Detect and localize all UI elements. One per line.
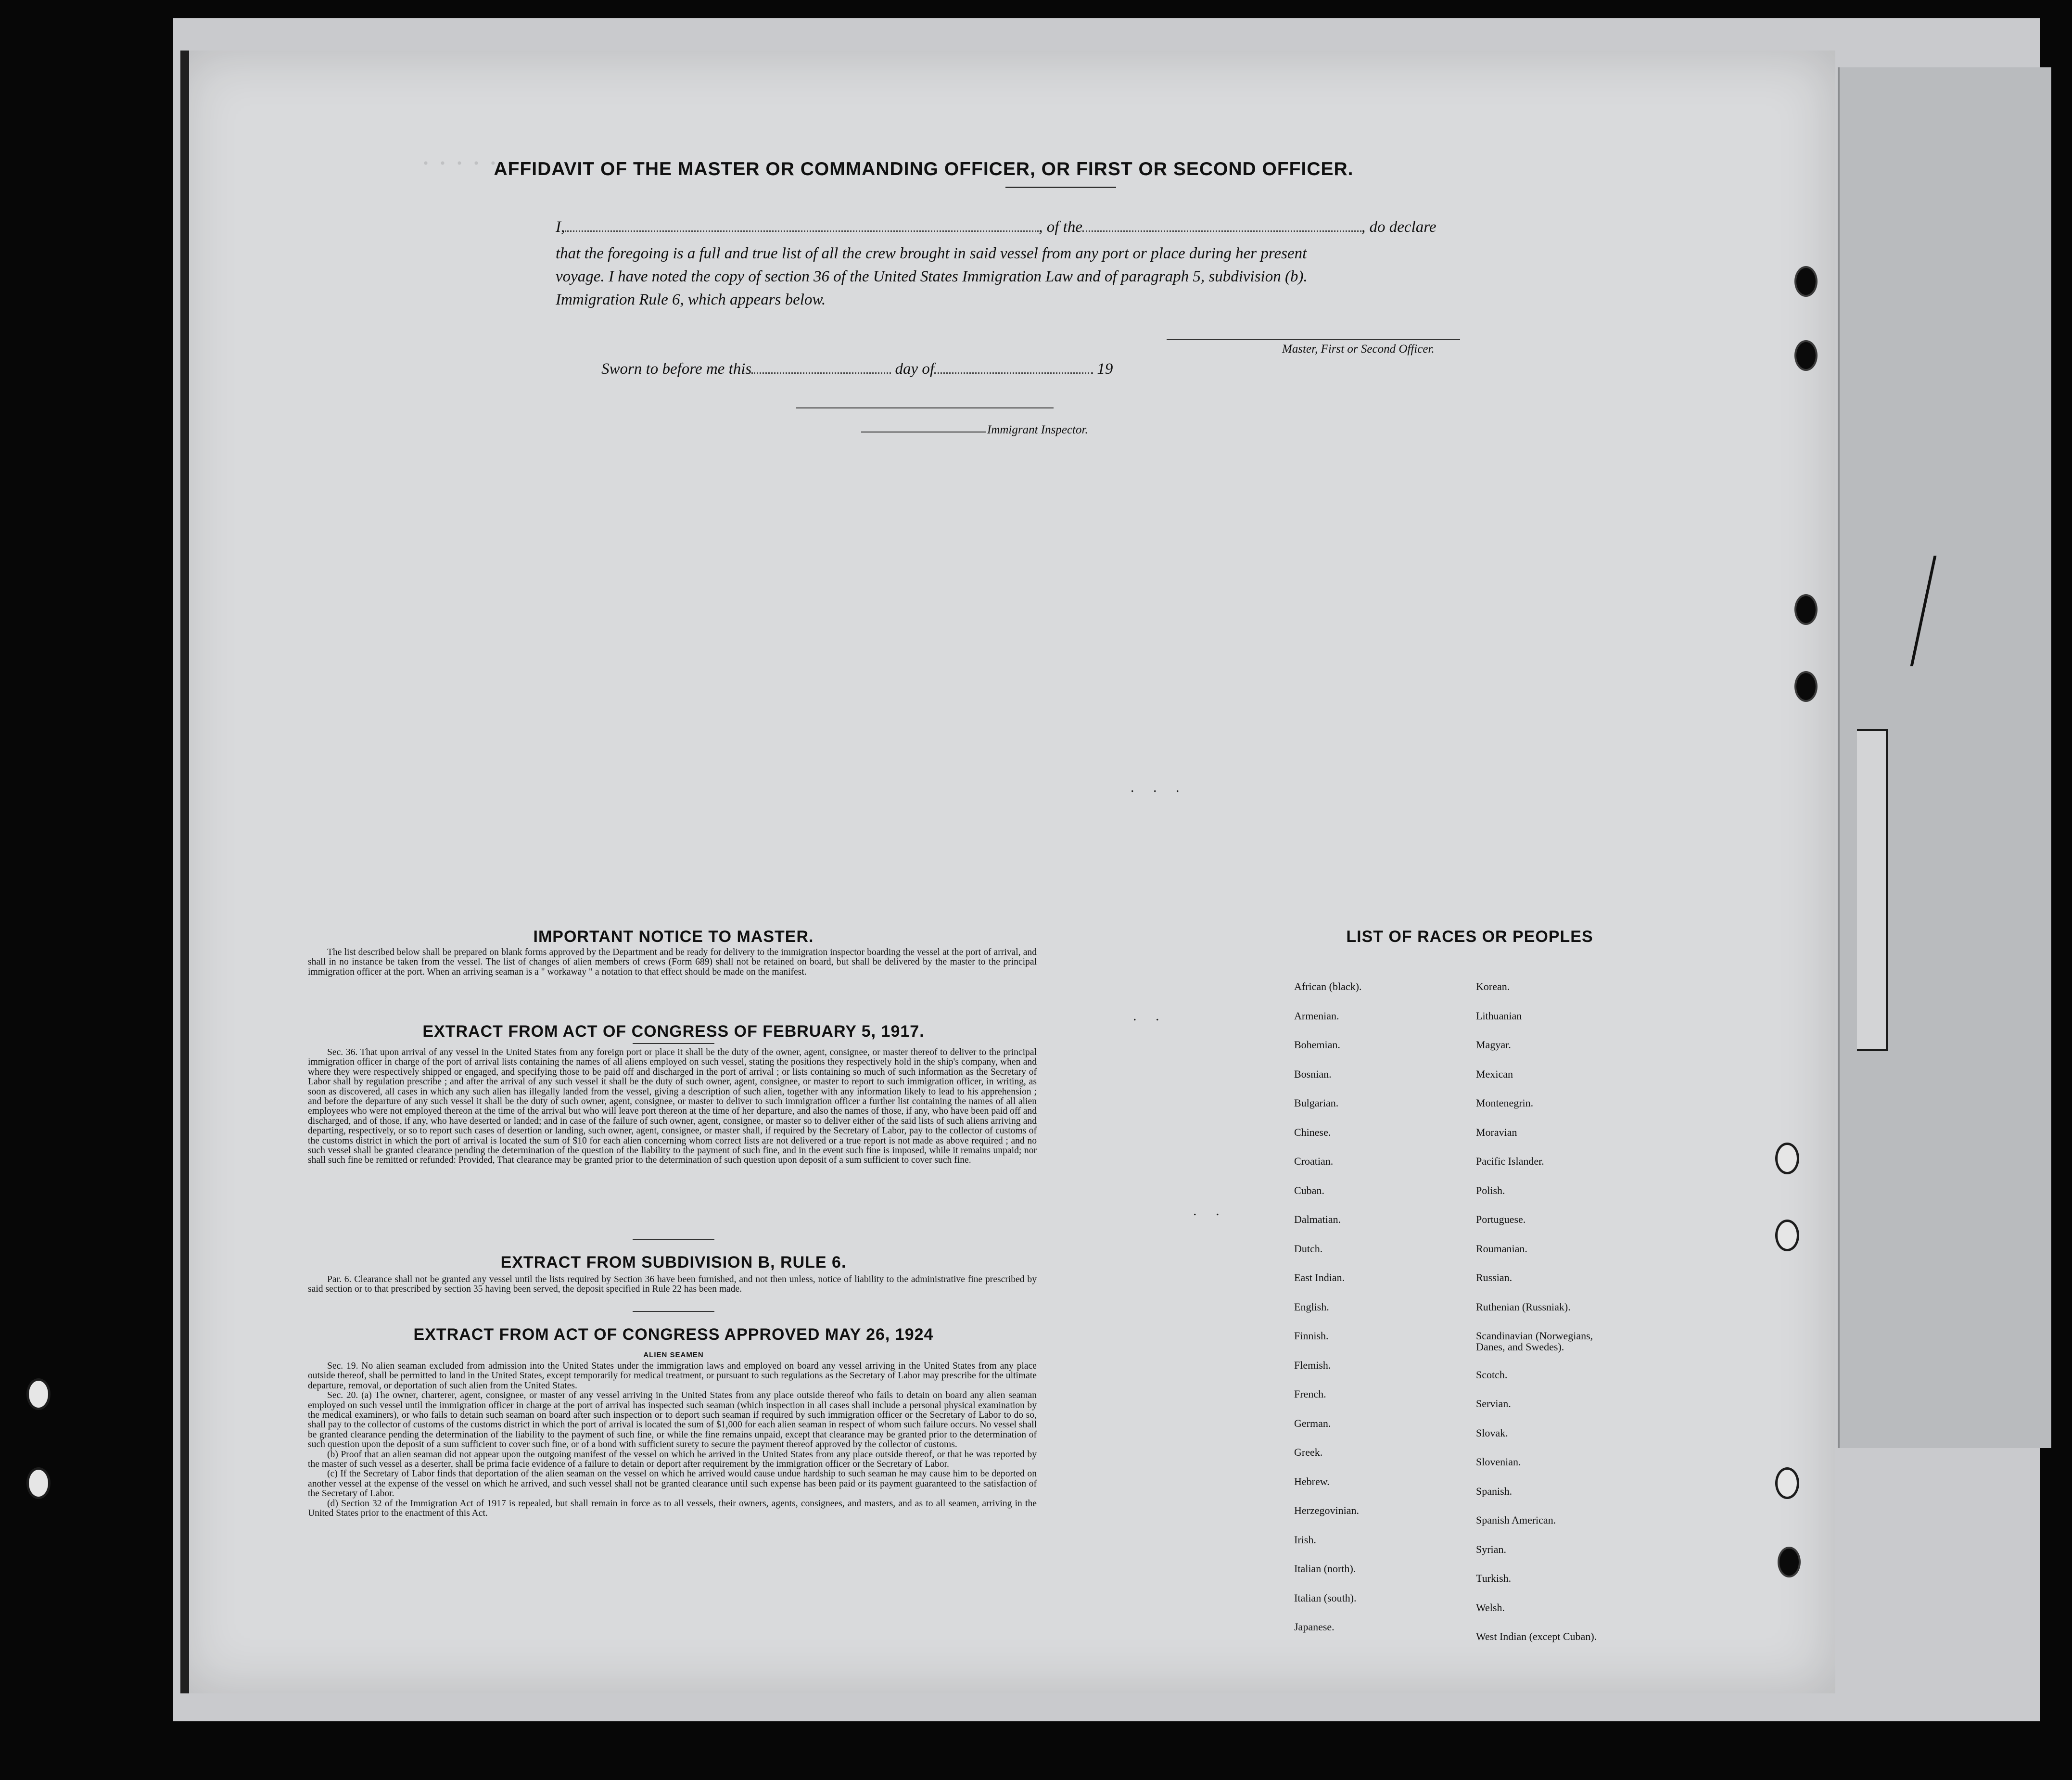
race-item: Mexican xyxy=(1476,1068,1513,1080)
race-item: West Indian (except Cuban). xyxy=(1476,1630,1597,1642)
stray-dots: . . . xyxy=(1131,779,1187,795)
binding-hole xyxy=(1794,594,1818,625)
race-item: Magyar. xyxy=(1476,1039,1511,1051)
affidavit-line-4: Immigration Rule 6, which appears below. xyxy=(556,291,826,308)
divider xyxy=(633,1239,714,1240)
binding-hole xyxy=(1794,266,1818,297)
extract-rule6-body xyxy=(308,1275,1037,1295)
race-item: African (black). xyxy=(1294,980,1362,992)
race-item: Greek. xyxy=(1294,1446,1323,1458)
race-item: Bohemian. xyxy=(1294,1039,1340,1051)
race-item: Armenian. xyxy=(1294,1009,1339,1022)
binding-hole xyxy=(1794,340,1818,371)
race-item: Roumanian. xyxy=(1476,1242,1527,1255)
race-item: English. xyxy=(1294,1300,1329,1313)
extract-rule6-title: EXTRACT FROM SUBDIVISION B, RULE 6. xyxy=(500,1253,847,1271)
race-item: Scandinavian (Norwegians, xyxy=(1476,1330,1593,1342)
race-item: Portuguese. xyxy=(1476,1213,1526,1225)
sec-19-text: Sec. 19. No alien seaman excluded from admission into the United States under the immigration laws and employed on board any vessel arriving in the United States from any place outside thereof, shall be permitted to land in the United States, except temporarily for medical treatment, or pursuant to such regulations as the Secretary of Labor may prescribe for the ultimate departure, removal, or deportation of such alien from the United States. xyxy=(308,1361,1037,1391)
title-underline xyxy=(1005,187,1116,188)
stray-dots: . . xyxy=(1133,1008,1167,1024)
race-item: Irish. xyxy=(1294,1533,1316,1546)
master-caption: Master, First or Second Officer. xyxy=(1282,343,1435,356)
race-item: Chinese. xyxy=(1294,1126,1331,1138)
race-item: Korean. xyxy=(1476,980,1510,992)
race-item: Russian. xyxy=(1476,1271,1513,1284)
binding-hole xyxy=(1775,1220,1799,1251)
inspector-caption: Immigrant Inspector. xyxy=(987,423,1088,436)
pronoun-text: I, xyxy=(556,218,565,236)
affidavit-line-3: voyage. I have noted the copy of section 36 of the United States Immigration Law and of paragraph 5, subdivision (b). xyxy=(556,268,1308,285)
race-item: Italian (south). xyxy=(1294,1591,1357,1604)
race-item: Servian. xyxy=(1476,1398,1511,1410)
stray-dots: . . xyxy=(1193,1203,1227,1219)
declare-text: , do declare xyxy=(1361,218,1436,236)
race-item: Welsh. xyxy=(1476,1601,1505,1614)
race-item: Bosnian. xyxy=(1294,1068,1332,1080)
race-item: French. xyxy=(1294,1388,1326,1400)
binding-hole xyxy=(26,1467,51,1499)
extract-1917-underline xyxy=(633,1043,714,1044)
race-item: Spanish. xyxy=(1476,1485,1513,1497)
day-blank xyxy=(751,360,891,374)
binding-hole xyxy=(1794,671,1818,702)
sworn-prefix: Sworn to before me this xyxy=(601,360,752,378)
par-6-text: Par. 6. Clearance shall not be granted any vessel until the lists required by Section 36 have been furnished, and not then unless, notice of liability to the administrative fine prescribed by said section or to that prescribed by section 35 having been served, the deposit specified in Rule 22 has been made. xyxy=(308,1274,1037,1295)
race-item: Croatian. xyxy=(1294,1155,1334,1167)
race-item: Italian (north). xyxy=(1294,1563,1356,1575)
underlying-page-tab xyxy=(1857,729,1888,1051)
race-item: Lithuanian xyxy=(1476,1009,1522,1022)
affidavit-title: AFFIDAVIT OF THE MASTER OR COMMANDING OFFICER, OR FIRST OR SECOND OFFICER. xyxy=(494,159,1354,179)
day-of-text: day of xyxy=(895,360,935,378)
race-item: Ruthenian (Russniak). xyxy=(1476,1300,1571,1313)
race-item: East Indian. xyxy=(1294,1271,1345,1284)
alien-seamen-subtitle: ALIEN SEAMEN xyxy=(643,1351,704,1359)
extract-1917-title: EXTRACT FROM ACT OF CONGRESS OF FEBRUARY 5, 1917. xyxy=(422,1022,925,1041)
vessel-blank xyxy=(1082,218,1361,232)
notice-body xyxy=(308,948,1037,977)
sworn-line xyxy=(601,358,1113,380)
race-item: Herzegovinian. xyxy=(1294,1504,1359,1516)
race-item: Japanese. xyxy=(1294,1621,1335,1633)
year-prefix: 19 xyxy=(1097,360,1113,378)
notice-title: IMPORTANT NOTICE TO MASTER. xyxy=(533,928,814,946)
race-item: Flemish. xyxy=(1294,1359,1331,1371)
section-36-text: Sec. 36. That upon arrival of any vessel in the United States from any foreign port or place it shall be the duty of the owner, agent, consignee, or master thereof to deliver to the principal immigration officer in charge of the port of arrival lists containing the names of all aliens employed on such vessel, stating the positions they respectively hold in the ship's company, when and where they were respectively shipped or engaged, and specifying those to be paid off and discharged in the port of arrival ; or lists containing so much of such information as the Secretary of Labor shall by regulation prescribe ; and after the arrival of any such vessel it shall be the duty of such owner, agent, consignee, or master to report to such immigration officer, in writing, as soon as discovered, all cases in which any such alien has illegally landed from the vessel, giving a description of such alien, together with any information likely to lead to his apprehension ; and before the departure of any such vessel it shall be the duty of such owner, agent, consignee, or master to deliver to such immigration officer a further list containing the names of all alien employees who were not employed thereon at the time of the arrival but who will leave port thereon at the time of her departure, and also the names of those, if any, who have been paid off and discharged, and of those, if any, who have deserted or landed; and in case of the failure of such owner, agent, consignee, or master so to deliver either of the said lists of such aliens arriving and departing, respectively, or so to report such cases of desertion or landing, such owner, agent, consignee, or master shall, if required by the Secretary of Labor, pay to the collector of customs of the customs district in which the port of arrival is located the sum of $10 for each alien concerning whom correct lists are not delivered or a true report is not made as above required ; and no such vessel shall be granted clearance pending the determination of the question of the liability to the payment of such fine, and in the event such fine is imposed, while it remains unpaid; nor shall such fine be remitted or refunded: Provided, That clearance may be granted prior to the determination of such question upon deposit of a sum sufficient to cover such fine. xyxy=(308,1047,1037,1166)
extract-1924-title: EXTRACT FROM ACT OF CONGRESS APPROVED MAY 26, 1924 xyxy=(413,1325,934,1344)
extract-1924-body xyxy=(308,1361,1037,1519)
race-item-continuation: Danes, and Swedes). xyxy=(1476,1341,1564,1353)
sec-20a-text: Sec. 20. (a) The owner, charterer, agent, consignee, or master of any vessel arriving in the United States from any place outside thereof who fails to detain on board any alien seaman employed on such vessel until the immigration officer in charge at the port of arrival has inspected such seaman (which inspection in all cases shall include a personal physical examination by the medical examiners), or who fails to detain such seaman on board after such inspection or to deport such seaman if required by such immigration officer or the Secretary of Labor to do so, shall pay to the collector of customs of the customs district in which the port of arrival is located the sum of $1,000 for each alien seaman in respect of whom such failure occurs. No vessel shall be granted clearance pending the determination of the liability to the payment of such fine, or while the fine remains unpaid, except that clearance may be granted prior to the determination of such question upon the deposit of a sum sufficient to cover such fine, or of a bond with sufficient surety to secure the payment thereof approved by the collector of customs. xyxy=(308,1390,1037,1450)
sec-20d-text: (d) Section 32 of the Immigration Act of 1917 is repealed, but shall remain in force as to all vessels, their owners, agents, consignees, and masters, and as to all seamen, arriving in the United States prior to the enactment of this Act. xyxy=(308,1498,1037,1519)
race-item: Spanish American. xyxy=(1476,1514,1556,1526)
binding-hole xyxy=(1775,1467,1799,1499)
affidavit-declaration-line xyxy=(556,216,1436,238)
inspector-upper-line xyxy=(796,407,1054,408)
race-item: Slovak. xyxy=(1476,1426,1508,1439)
binding-hole xyxy=(26,1378,51,1410)
race-item: Polish. xyxy=(1476,1184,1505,1196)
sec-20b-text: (b) Proof that an alien seaman did not appear upon the outgoing manifest of the vessel on which he arrived in the United States from any place outside thereof, or that he was reported by the master of such vessel as a deserter, shall be prima facie evidence of a failure to detain or deport after requirement by the immigration officer or the Secretary of Labor. xyxy=(308,1449,1037,1470)
divider xyxy=(633,1311,714,1312)
race-item: Pacific Islander. xyxy=(1476,1155,1544,1167)
race-item: Scotch. xyxy=(1476,1368,1508,1381)
notice-text: The list described below shall be prepared on blank forms approved by the Department and be ready for delivery to the immigration inspector boarding the vessel at the port of arrival, and shall in no instance be taken from the vessel. The list of changes of alien members of crews (Form 689) shall not be retained on board, but shall be delivered by the master to the principal immigration officer at the port. When an arriving seaman is a " workaway " a notation to that effect should be made on the manifest. xyxy=(308,947,1037,977)
race-item: Dalmatian. xyxy=(1294,1213,1341,1225)
race-item: Moravian xyxy=(1476,1126,1517,1138)
master-signature-line xyxy=(1167,339,1460,340)
binding-strip xyxy=(180,51,189,1693)
race-item: Syrian. xyxy=(1476,1543,1506,1555)
race-item: Bulgarian. xyxy=(1294,1097,1339,1109)
name-blank xyxy=(565,218,1039,232)
race-item: Hebrew. xyxy=(1294,1475,1330,1488)
race-item: Finnish. xyxy=(1294,1330,1329,1342)
race-item: Montenegrin. xyxy=(1476,1097,1534,1109)
race-item: Slovenian. xyxy=(1476,1456,1521,1468)
binding-hole xyxy=(1775,1143,1799,1174)
bleed-through-marks: · · · · · · xyxy=(421,147,515,179)
sec-20c-text: (c) If the Secretary of Labor finds that deportation of the alien seaman on the vessel on which he arrived would cause undue hardship to such seaman he may cause him to be deported on another vessel at the expense of the vessel on which he arrived, and such vessel shall not be granted clearance until such expense has been paid or its payment guaranteed to the satisfaction of the Secretary of Labor. xyxy=(308,1469,1037,1499)
races-title: LIST OF RACES OR PEOPLES xyxy=(1346,928,1593,946)
month-blank xyxy=(934,360,1093,374)
binding-hole xyxy=(1778,1547,1801,1577)
affidavit-line-2: that the foregoing is a full and true list of all the crew brought in said vessel from any port or place during her present xyxy=(556,245,1307,262)
extract-1917-body xyxy=(308,1048,1037,1166)
race-item: Dutch. xyxy=(1294,1242,1323,1255)
race-item: Turkish. xyxy=(1476,1572,1512,1584)
race-item: Cuban. xyxy=(1294,1184,1324,1196)
of-the-text: , of the xyxy=(1039,218,1082,236)
race-item: German. xyxy=(1294,1417,1331,1429)
